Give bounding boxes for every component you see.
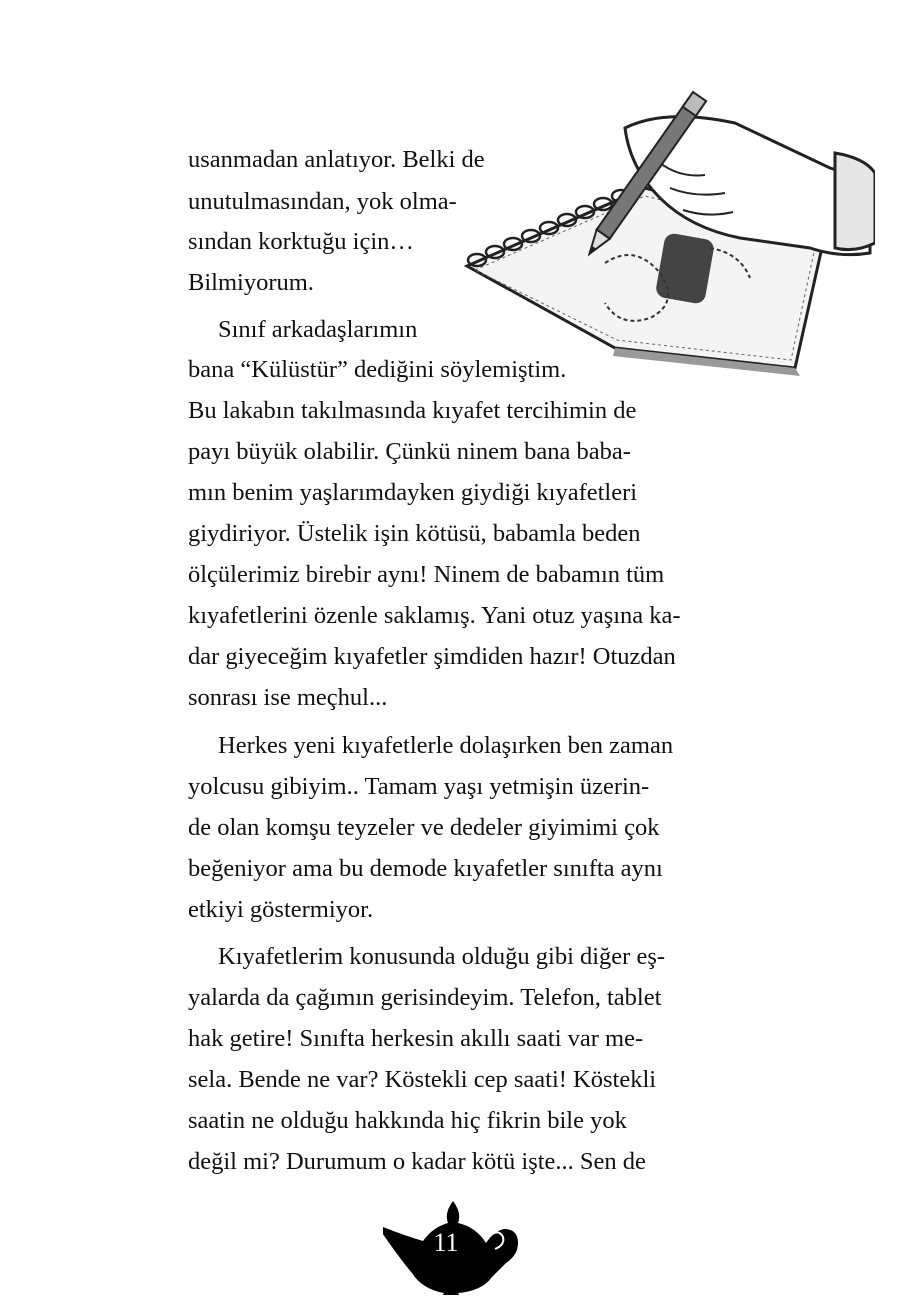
text-line: sela. Bende ne var? Köstekli cep saati! Köstekli [188, 1066, 657, 1093]
text-line: payı büyük olabilir. Çünkü ninem bana baba- [188, 438, 631, 465]
text-line: bana “Külüstür” dediğini söylemiştim. [188, 356, 567, 383]
text-line: Bu lakabın takılmasında kıyafet tercihimin de [188, 397, 637, 424]
text-line: Sınıf arkadaşlarımın [218, 316, 418, 343]
text-line: Kıyafetlerim konusunda olduğu gibi diğer eş- [218, 943, 666, 970]
text-line: sından korktuğu için… [188, 228, 414, 255]
text-line: beğeniyor ama bu demode kıyafetler sınıfta aynı [188, 855, 663, 882]
text-line: değil mi? Durumum o kadar kötü işte... Sen de [188, 1148, 646, 1175]
text-line: kıyafetlerini özenle saklamış. Yani otuz yaşına ka- [188, 602, 681, 629]
text-line: dar giyeceğim kıyafetler şimdiden hazır! Otuzdan [188, 643, 676, 670]
text-line: giydiriyor. Üstelik işin kötüsü, babamla beden [188, 520, 641, 547]
page-number: 11 [433, 1228, 459, 1257]
text-line: hak getire! Sınıfta herkesin akıllı saati var me- [188, 1025, 644, 1052]
text-line: etkiyi göstermiyor. [188, 896, 374, 923]
text-line: usanmadan anlatıyor. Belki de [188, 146, 485, 173]
text-line: sonrası ise meçhul... [188, 684, 388, 711]
text-line: Bilmiyorum. [188, 269, 314, 296]
text-line: mın benim yaşlarımdayken giydiği kıyafetleri [188, 479, 638, 506]
text-line: unutulmasından, yok olma- [188, 188, 457, 215]
text-line: saatin ne olduğu hakkında hiç fikrin bile yok [188, 1107, 627, 1134]
notebook-writing-illustration [455, 38, 875, 378]
text-line: yalarda da çağımın gerisindeyim. Telefon, tablet [188, 984, 662, 1011]
text-line: Herkes yeni kıyafetlerle dolaşırken ben zaman [218, 732, 674, 759]
text-line: yolcusu gibiyim.. Tamam yaşı yetmişin üzerin- [188, 773, 650, 800]
text-line: ölçülerimiz birebir aynı! Ninem de babamın tüm [188, 561, 665, 588]
text-line: de olan komşu teyzeler ve dedeler giyimimi çok [188, 814, 660, 841]
